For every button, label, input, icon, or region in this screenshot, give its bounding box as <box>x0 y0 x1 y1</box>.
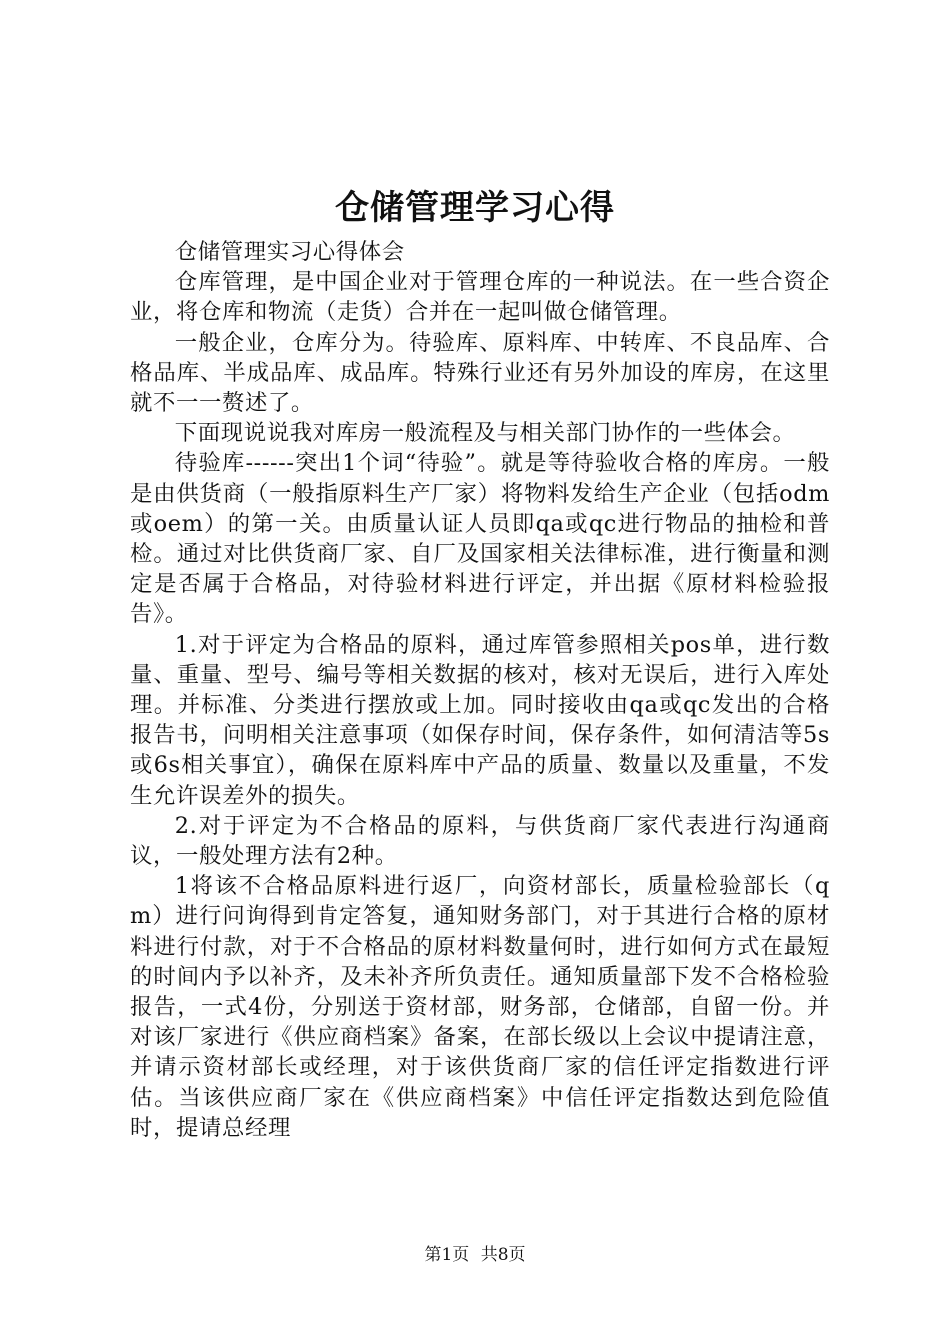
paragraph: 2.对于评定为不合格品的原料，与供货商厂家代表进行沟通商议，一般处理方法有2种。 <box>130 812 830 870</box>
page-footer <box>0 1243 950 1267</box>
paragraph: 下面现说说我对库房一般流程及与相关部门协作的一些体会。 <box>174 420 796 447</box>
paragraph: 1将该不合格品原料进行返厂，向资材部长，质量检验部长（qm）进行问询得到肯定答复，通知财务部门，对于其进行合格的原材料进行付款，对于不合格品的原材料数量何时，进行如何方式在最短的时间内予以补齐，及未补齐所负责任。通知质量部下发不合格检验报告，一式4份，分别送于资材部，财务部，仓储部，自留一份。并对该厂家进行《供应商档案》备案，在部长级以上会议中提请注意，并请示资材部长或经理，对于该供货商厂家的信任评定指数进行评估。当该供应商厂家在《供应商档案》中信任评定指数达到危险值时，提请总经理 <box>130 873 830 1141</box>
paragraph: 1.对于评定为合格品的原料，通过库管参照相关pos单，进行数量、重量、型号、编号等相关数据的核对，核对无误后，进行入库处理。并标准、分类进行摆放或上加。同时接收由qa或qc发出的合格报告书，问明相关注意事项（如保存时间，保存条件，如何清洁等5s或6s相关事宜），确保在原料库中产品的质量、数量以及重量，不发生允许误差外的损失。 <box>130 631 830 809</box>
page-total: 共8页 <box>480 1245 526 1265</box>
document-body <box>130 237 830 1143</box>
document-title: 仓储管理学习心得 <box>335 188 615 228</box>
paragraph: 一般企业，仓库分为。待验库、原料库、中转库、不良品库、合格品库、半成品库、成品库。特殊行业还有另外加设的库房，在这里就不一一赘述了。 <box>130 329 830 417</box>
paragraph: 仓库管理，是中国企业对于管理仓库的一种说法。在一些合资企业，将仓库和物流（走货）合并在一起叫做仓储管理。 <box>130 269 830 326</box>
paragraph: 仓储管理实习心得体会 <box>174 239 405 265</box>
paragraph: 待验库------突出1个词“待验”。就是等待验收合格的库房。一般是由供货商（一般指原料生产厂家）将物料发给生产企业（包括odm或oem）的第一关。由质量认证人员即qa或qc进行物品的抽检和普检。通过对比供货商厂家、自厂及国家相关法律标准，进行衡量和测定是否属于合格品，对待验材料进行评定，并出据《原材料检验报告》。 <box>130 450 830 628</box>
page-number: 第1页 <box>424 1245 470 1265</box>
